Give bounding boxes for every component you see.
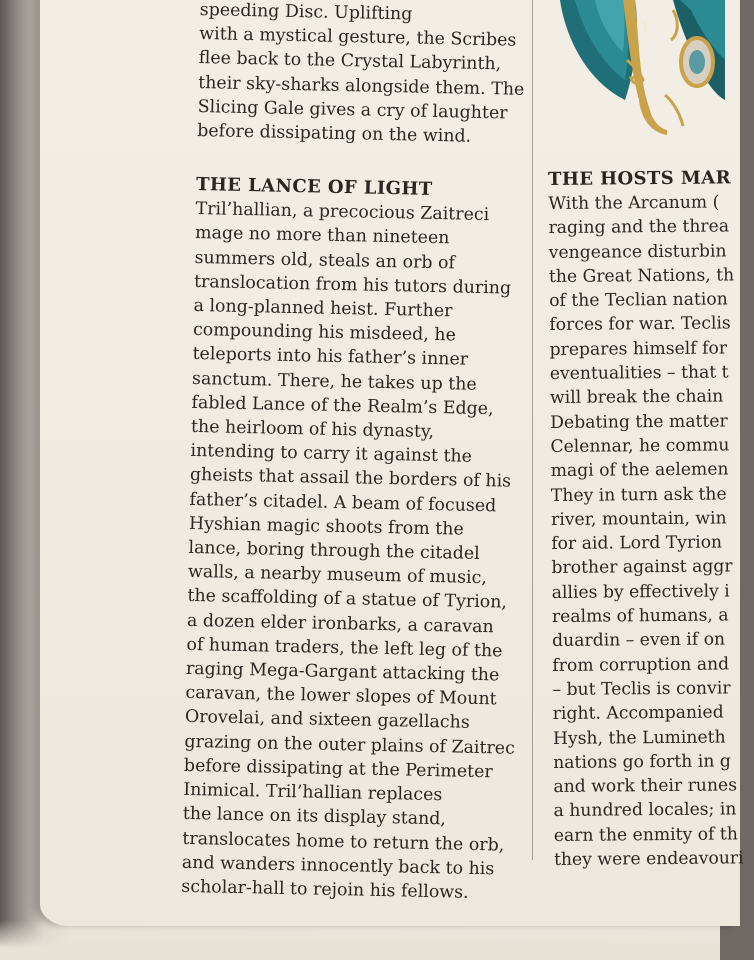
body-line: before dissipating at the Perimeter	[183, 755, 493, 783]
body-line: translocates home to return the orb,	[182, 828, 505, 856]
body-line: intending to carry it against the	[190, 441, 473, 468]
body-line: father’s citadel. A beam of focused	[189, 489, 497, 516]
body-line: magi of the aelemen	[550, 459, 729, 482]
body-line: realms of humans, a	[551, 605, 729, 628]
intro-line: flee back to the Crystal Labyrinth,	[198, 48, 502, 75]
body-line: scholar-hall to rejoin his fellows.	[181, 876, 469, 903]
body-line: brother against aggr	[551, 556, 733, 579]
body-line: sanctum. There, he takes up the	[191, 368, 477, 395]
body-line: will break the chain	[549, 386, 724, 409]
body-line: With the Arcanum (	[548, 192, 720, 214]
body-line: Orovelai, and sixteen gazellachs	[184, 707, 470, 734]
body-line: the heirloom of his dynasty,	[190, 416, 435, 443]
body-line: a hundred locales; in	[553, 799, 737, 822]
intro-line: speeding Disc. Uplifting	[199, 0, 413, 25]
lumineth-emblem-illustration	[555, 0, 725, 135]
body-line: vengeance disturbin	[548, 241, 727, 263]
body-line: the lance on its display stand,	[182, 804, 447, 830]
body-line: raging and the threa	[548, 216, 730, 239]
page-bottom-edge	[0, 920, 720, 960]
intro-line: before dissipating on the wind.	[197, 120, 472, 147]
body-line: Inimical. Tril’hallian replaces	[183, 779, 443, 806]
column-divider	[532, 0, 533, 860]
body-line: mage no more than nineteen	[194, 223, 450, 249]
body-line: teleports into his father’s inner	[192, 344, 469, 371]
body-line: duardin – even if on	[552, 629, 726, 652]
body-line: caravan, the lower slopes of Mount	[185, 683, 497, 710]
body-line: and work their runes	[553, 775, 738, 798]
intro-line: with a mystical gesture, the Scribes	[199, 24, 517, 51]
body-line: gheists that assail the borders of his	[189, 465, 512, 493]
body-line: prepares himself for	[549, 338, 728, 360]
body-line: fabled Lance of the Realm’s Edge,	[191, 392, 494, 420]
body-line: nations go forth in g	[553, 751, 731, 773]
body-line: Hysh, the Lumineth	[552, 727, 726, 749]
section-heading: THE HOSTS MAR	[548, 167, 731, 190]
body-line: Celennar, he commu	[550, 435, 730, 457]
body-line: for aid. Lord Tyrion	[551, 532, 723, 555]
intro-line: their sky-sharks alongside them. The	[198, 72, 525, 100]
intro-line: Slicing Gale gives a cry of laughter	[197, 96, 508, 124]
body-line: of the Teclian nation	[549, 289, 728, 312]
hosts-paragraph	[548, 190, 754, 872]
body-line: eventualities – that t	[549, 362, 729, 385]
body-line: lance, boring through the citadel	[188, 537, 480, 565]
body-line: grazing on the outer plains of Zaitrec	[184, 731, 516, 759]
body-line: of human traders, the left leg of the	[186, 634, 503, 662]
body-line: river, mountain, win	[550, 508, 727, 530]
body-line: walls, a nearby museum of music,	[187, 562, 488, 589]
body-line: allies by effectively i	[551, 581, 730, 603]
body-line: they were endeavouri	[553, 848, 744, 870]
body-line: forces for war. Teclis	[549, 313, 731, 336]
body-line: They in turn ask the	[550, 484, 727, 506]
body-line: and wanders innocently back to his	[181, 852, 495, 880]
body-line: Debating the matter	[550, 411, 728, 433]
section-heading: THE LANCE OF LIGHT	[195, 174, 433, 201]
lance-of-light-paragraph	[181, 197, 526, 906]
body-line: right. Accompanied	[552, 702, 724, 725]
body-line: Hyshian magic shoots from the	[188, 513, 464, 540]
body-line: Tril’hallian, a precocious Zaitreci	[195, 199, 490, 226]
left-text-column	[181, 0, 530, 906]
body-line: translocation from his tutors during	[193, 271, 512, 299]
body-line: earn the enmity of th	[553, 824, 738, 846]
body-line: summers old, steals an orb of	[194, 247, 456, 274]
body-line: from corruption and	[552, 654, 730, 676]
body-line: a dozen elder ironbarks, a caravan	[186, 610, 494, 637]
body-line: the scaffolding of a statue of Tyrion,	[187, 586, 508, 614]
body-line: compounding his misdeed, he	[192, 320, 457, 346]
body-line: the Great Nations, th	[548, 265, 735, 287]
body-line: raging Mega-Gargant attacking the	[185, 658, 500, 686]
body-line: a long-planned heist. Further	[193, 295, 453, 322]
intro-paragraph	[197, 0, 530, 150]
right-text-column	[548, 166, 754, 872]
body-line: – but Teclis is convir	[552, 678, 731, 700]
